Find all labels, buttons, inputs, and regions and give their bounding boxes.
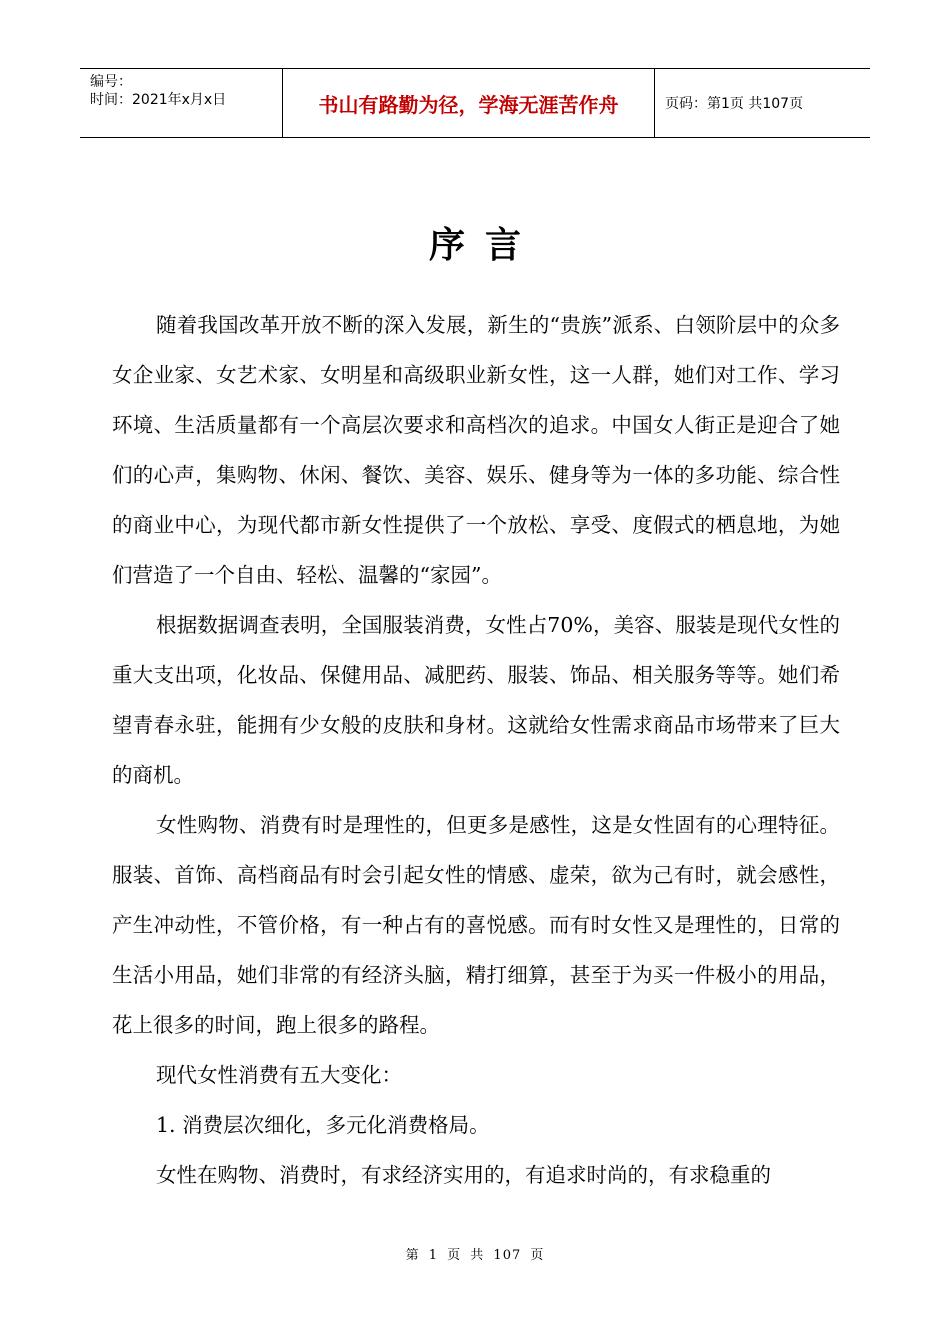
paragraph: 现代女性消费有五大变化： bbox=[156, 1063, 402, 1087]
header-meta-cell bbox=[80, 69, 283, 137]
paragraph: 随着我国改革开放不断的深入发展，新生的“贵族”派系、白领阶层中的众多女企业家、女艺术家、女明星和高级职业新女性，这一人群，她们对工作、学习环境、生活质量都有一个高层次要求和高档次的追求。中国女人街正是迎合了她们的心声，集购物、休闲、餐饮、美容、娱乐、健身等为一体的多功能、综合性的商业中心，为现代都市新女性提供了一个放松、享受、度假式的栖息地，为她们营造了一个自由、轻松、温馨的“家园”。 bbox=[112, 313, 840, 587]
page-footer: 第 1 页 共 107 页 bbox=[405, 1248, 545, 1263]
page-header bbox=[80, 68, 870, 138]
document-body bbox=[112, 300, 840, 1200]
document-number: 编号： bbox=[90, 74, 132, 90]
header-motto: 书山有路勤为径，学海无涯苦作舟 bbox=[318, 92, 619, 117]
document-time: 时间：2021年x月x日 bbox=[90, 92, 227, 108]
header-motto-cell bbox=[283, 69, 655, 137]
header-page-info: 页码：第1页 共107页 bbox=[665, 96, 804, 112]
paragraph: 根据数据调查表明，全国服装消费，女性占70%，美容、服装是现代女性的重大支出项，化妆品、保健用品、减肥药、服装、饰品、相关服务等等。她们希望青春永驻，能拥有少女般的皮肤和身材。这就给女性需求商品市场带来了巨大的商机。 bbox=[112, 613, 840, 787]
paragraph: 女性购物、消费有时是理性的，但更多是感性，这是女性固有的心理特征。服装、首饰、高档商品有时会引起女性的情感、虚荣，欲为己有时，就会感性，产生冲动性，不管价格，有一种占有的喜悦感。而有时女性又是理性的，日常的生活小用品，她们非常的有经济头脑，精打细算，甚至于为买一件极小的用品，花上很多的时间，跑上很多的路程。 bbox=[112, 813, 840, 1037]
header-page-cell bbox=[655, 69, 870, 137]
list-item: 1. 消费层次细化，多元化消费格局。 bbox=[156, 1113, 490, 1137]
paragraph: 女性在购物、消费时，有求经济实用的，有追求时尚的，有求稳重的 bbox=[156, 1163, 771, 1187]
page-title: 序言 bbox=[428, 225, 541, 266]
